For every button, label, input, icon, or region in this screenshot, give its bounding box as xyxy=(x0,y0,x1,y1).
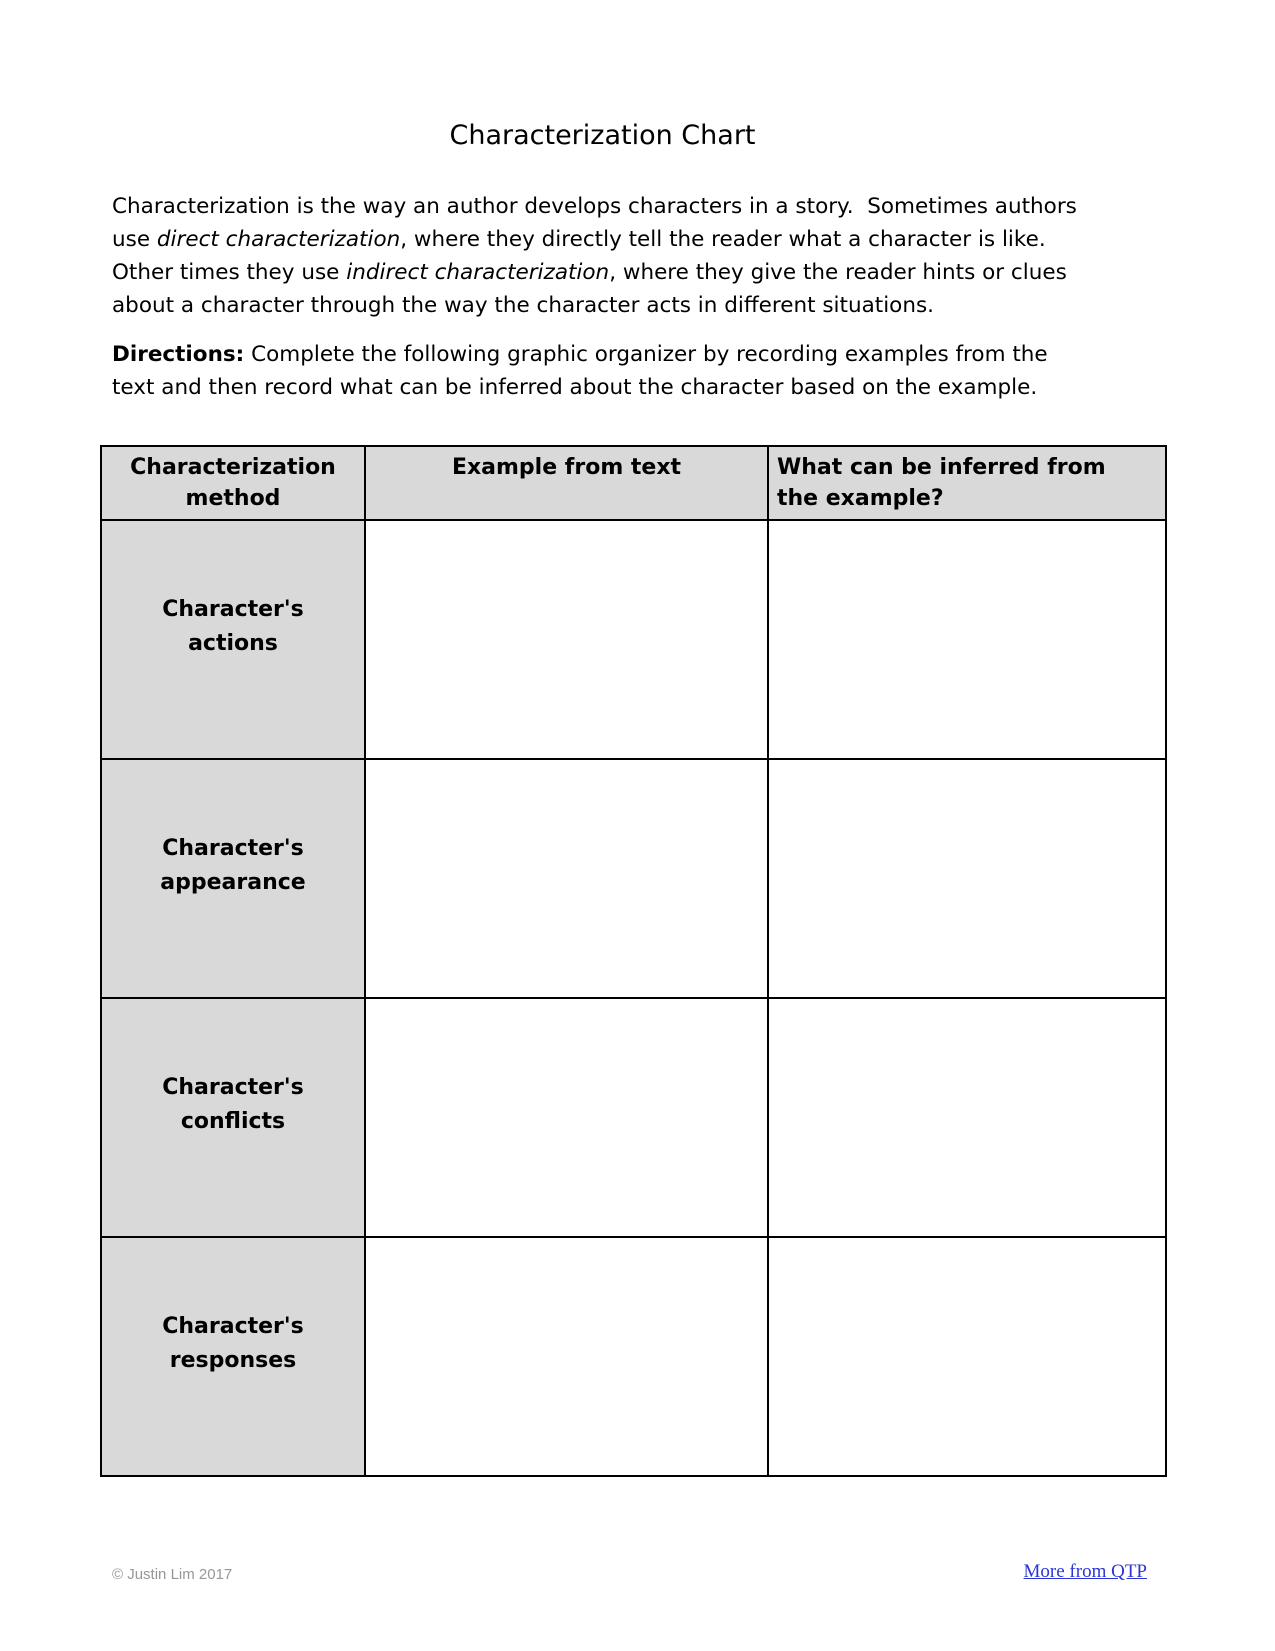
page-title: Characterization Chart xyxy=(449,120,756,151)
inference-cell[interactable] xyxy=(768,520,1166,759)
copyright-text: © Justin Lim 2017 xyxy=(112,1566,233,1583)
method-cell-actions: Character's actions xyxy=(101,520,365,759)
header-characterization-method: Characterization method xyxy=(101,446,365,520)
directions-paragraph xyxy=(112,338,1093,404)
method-cell-responses: Character's responses xyxy=(101,1237,365,1476)
inference-cell[interactable] xyxy=(768,1237,1166,1476)
inference-cell[interactable] xyxy=(768,759,1166,998)
intro-paragraph xyxy=(112,190,1093,322)
method-cell-appearance: Character's appearance xyxy=(101,759,365,998)
more-from-qtp-link[interactable]: More from QTP xyxy=(1023,1561,1147,1582)
characterization-table xyxy=(100,445,1167,1477)
intro-text: , where they directly tell the reader what a character is like. Other times they use xyxy=(112,227,1060,285)
intro-text: Characterization is the way an author develops characters in a story. Sometimes authors use xyxy=(112,194,1084,252)
table-row xyxy=(101,759,1166,998)
table-row xyxy=(101,998,1166,1237)
directions-label: Directions: xyxy=(112,342,245,367)
page-footer xyxy=(100,1561,1165,1583)
intro-text: , where they give the reader hints or clues about a character through the way the character acts in different situations. xyxy=(112,260,1074,318)
table-row xyxy=(101,520,1166,759)
header-example-from-text: Example from text xyxy=(365,446,768,520)
example-cell[interactable] xyxy=(365,1237,768,1476)
directions-text: Complete the following graphic organizer by recording examples from the text and then record what can be inferred about the character based on the example. xyxy=(112,342,1055,400)
method-cell-conflicts: Character's conflicts xyxy=(101,998,365,1237)
example-cell[interactable] xyxy=(365,759,768,998)
example-cell[interactable] xyxy=(365,520,768,759)
intro-italic-direct: direct characterization xyxy=(156,227,401,252)
inference-cell[interactable] xyxy=(768,998,1166,1237)
table-row xyxy=(101,1237,1166,1476)
example-cell[interactable] xyxy=(365,998,768,1237)
header-what-inferred: What can be inferred from the example? xyxy=(768,446,1166,520)
intro-italic-indirect: indirect characterization xyxy=(346,260,610,285)
table-header-row xyxy=(101,446,1166,520)
